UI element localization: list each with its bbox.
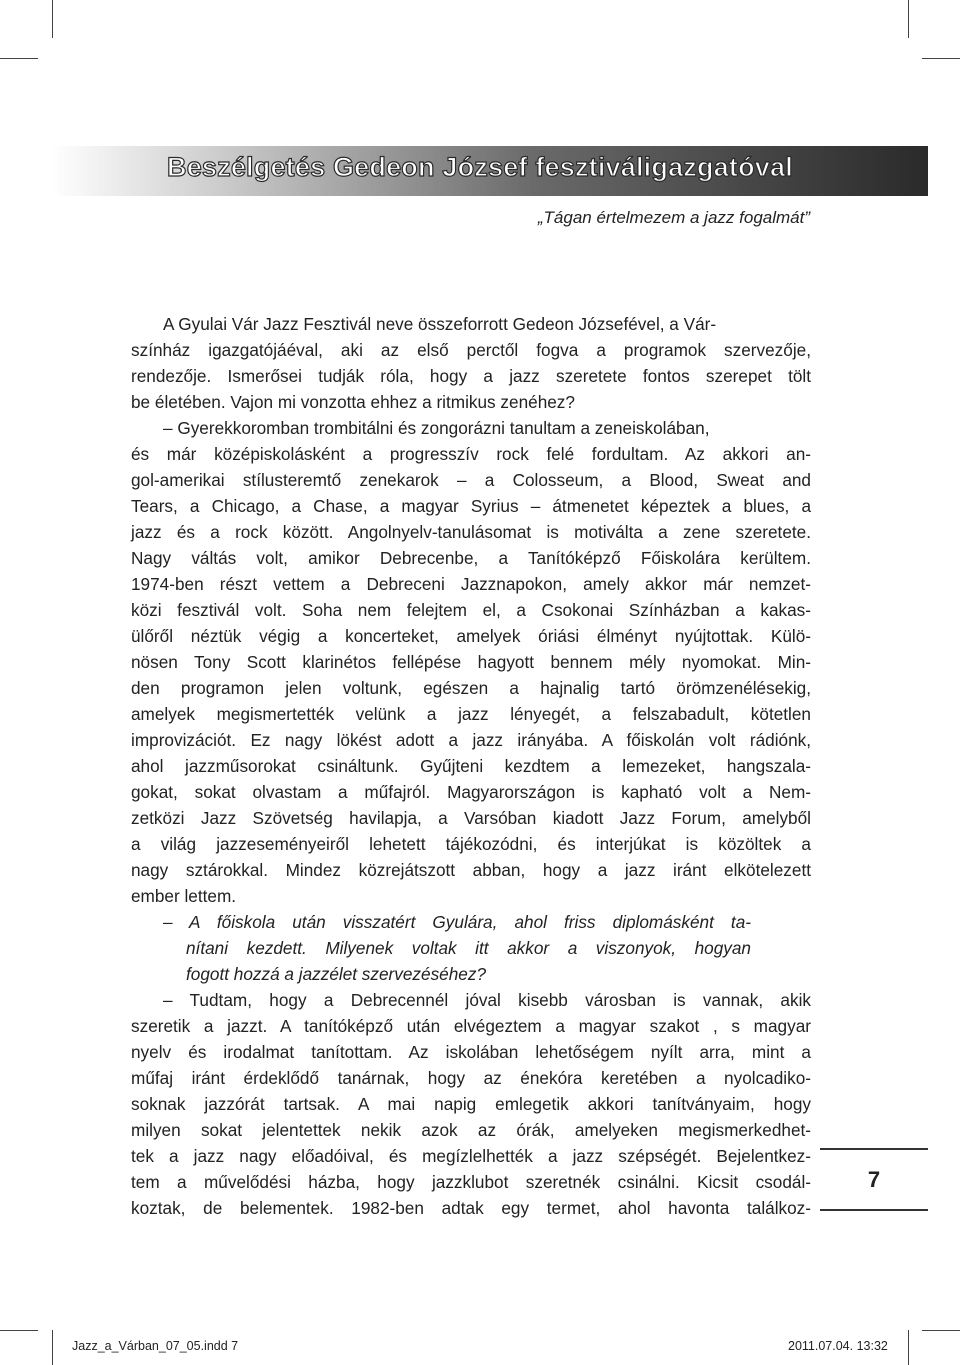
body-line: A Gyulai Vár Jazz Fesztivál neve összeforrott Gedeon Józsefével, a Vár- xyxy=(163,314,717,334)
body-line: a világ jazzeseményeiről lehetett tájékozódni, és interjúkat is közöltek a xyxy=(131,834,811,854)
question-line: – A főiskola után visszatért Gyulára, ahol friss diplomásként ta- xyxy=(163,912,751,932)
body-line: szeretik a jazzt. A tanítóképző után elvégeztem a magyar szakot , s magyar xyxy=(131,1016,811,1036)
body-line: tem a művelődési házba, hogy jazzklubot szeretnék csinálni. Kicsit csodál- xyxy=(131,1172,811,1192)
crop-mark xyxy=(908,0,909,38)
footer-date: 2011.07.04. 13:32 xyxy=(788,1339,888,1353)
body-line: milyen sokat jelentettek nekik azok az órák, amelyeken megismerkedhet- xyxy=(131,1120,811,1140)
body-line: zetközi Jazz Szövetség havilapja, a Varsóban kiadott Jazz Forum, amelyből xyxy=(131,808,811,828)
crop-mark xyxy=(0,58,38,59)
body-line: gol-amerikai stílusteremtő zenekarok – a Colosseum, a Blood, Sweat and xyxy=(131,470,811,490)
question-line: nítani kezdett. Milyenek voltak itt akkor a viszonyok, hogyan xyxy=(186,938,751,958)
body-line: amelyek megismertették velünk a jazz lényegét, a felszabadult, kötetlen xyxy=(131,704,811,724)
body-line: nyelv és irodalmat tanítottam. Az iskolában lehetőségem nyílt arra, mint a xyxy=(131,1042,811,1062)
body-line: den programon jelen voltunk, egészen a hajnalig tartó örömzenélésekig, xyxy=(131,678,811,698)
body-line: gokat, sokat olvastam a műfajról. Magyarországon is kapható volt a Nem- xyxy=(131,782,811,802)
body-line: nagy sztárokkal. Mindez közrejátszott abban, hogy a jazz iránt elkötelezett xyxy=(131,860,811,880)
body-line: ember lettem. xyxy=(131,886,237,906)
body-line: jazz és a rock között. Angolnyelv-tanulásomat is motiválta a zene szeretete. xyxy=(131,522,811,542)
body-line: színház igazgatójáéval, aki az első perctől fogva a programok szervezője, xyxy=(131,340,811,360)
body-line: – Tudtam, hogy a Debrecennél jóval kisebb városban is vannak, akik xyxy=(163,990,811,1010)
crop-mark xyxy=(922,58,960,59)
page-number: 7 xyxy=(867,1167,881,1192)
body-line: – Gyerekkoromban trombitálni és zongorázni tanultam a zeneiskolában, xyxy=(163,418,710,438)
crop-mark xyxy=(922,1330,960,1331)
body-line: tek a jazz nagy előadóival, és megízlelhették a jazz szépségét. Bejelentkez- xyxy=(131,1146,811,1166)
body-line: 1974-ben részt vettem a Debreceni Jazznapokon, amely akkor már nemzet- xyxy=(131,574,811,594)
body-line: rendezője. Ismerősei tudják róla, hogy a jazz szeretete fontos szerepet tölt xyxy=(131,366,811,386)
crop-mark xyxy=(908,1330,909,1365)
body-line: be életében. Vajon mi vonzotta ehhez a ritmikus zenéhez? xyxy=(131,392,575,412)
body-line: ahol jazzműsorokat csináltunk. Gyűjteni kezdtem a lemezeket, hangszala- xyxy=(131,756,811,776)
question-line: fogott hozzá a jazzélet szervezéséhez? xyxy=(186,964,487,984)
body-line: soknak jazzórát tartsak. A mai napig emlegetik akkori tanítványaim, hogy xyxy=(131,1094,811,1114)
body-line: nösen Tony Scott klarinétos fellépése hagyott bennem mély nyomokat. Min- xyxy=(131,652,811,672)
crop-mark xyxy=(52,1330,53,1365)
crop-mark xyxy=(52,0,53,38)
crop-mark xyxy=(0,1330,38,1331)
body-line: improvizációt. Ez nagy lökést adott a jazz irányába. A főiskolán volt rádiónk, xyxy=(131,730,811,750)
body-line: ülőről néztük végig a koncerteket, amelyek óriási élményt nyújtottak. Külö- xyxy=(131,626,811,646)
article-subtitle: „Tágan értelmezem a jazz fogalmát” xyxy=(537,208,810,227)
body-line: és már középiskolásként a progresszív rock felé fordultam. Az akkori an- xyxy=(131,444,811,464)
body-line: Tears, a Chicago, a Chase, a magyar Syrius – átmenetet képeztek a blues, a xyxy=(131,496,811,516)
article-title: Beszélgetés Gedeon József fesztiváligazgatóval xyxy=(167,152,793,182)
body-line: Nagy váltás volt, amikor Debrecenbe, a Tanítóképző Főiskolára kerültem. xyxy=(131,548,811,568)
body-line: koztak, de belementek. 1982-ben adtak egy termet, ahol havonta találkoz- xyxy=(131,1198,811,1218)
body-line: műfaj iránt érdeklődő tanárnak, hogy az énekóra keretében a nyolcadiko- xyxy=(131,1068,811,1088)
body-line: közi fesztivál volt. Soha nem felejtem el, a Csokonai Színházban a kakas- xyxy=(131,600,811,620)
footer-filename: Jazz_a_Várban_07_05.indd 7 xyxy=(72,1339,239,1353)
page-number-rule-top xyxy=(820,1148,928,1150)
page-number-rule-bottom xyxy=(820,1209,928,1211)
